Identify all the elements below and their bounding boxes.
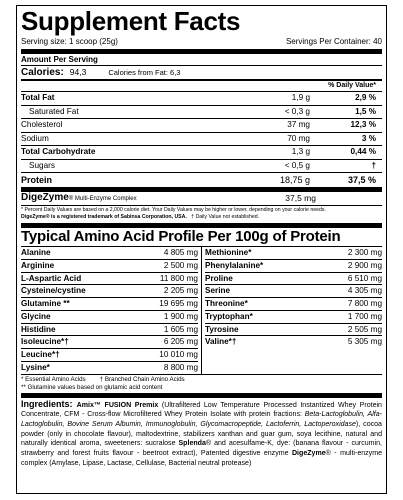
nutrient-name: Total Carbohydrate bbox=[21, 147, 96, 156]
amino-acid-name: Tryptophan* bbox=[205, 311, 253, 321]
footnote-trademark bbox=[21, 214, 382, 221]
footnotes bbox=[21, 206, 382, 223]
amino-acid-name: Methionine* bbox=[205, 248, 252, 257]
amino-acid-name: Threonine* bbox=[205, 299, 248, 308]
note-glutamine: ** Glutamine values based on glutamic acid content bbox=[21, 383, 163, 391]
digezyme-brand: DigeZyme bbox=[291, 450, 326, 458]
amino-acid-name: Histidine bbox=[21, 324, 56, 334]
panel-title: Supplement Facts bbox=[21, 6, 241, 36]
supplement-facts-panel bbox=[16, 5, 387, 494]
amino-acid-name: Proline bbox=[205, 273, 233, 283]
amino-acid-value: 1 700 mg bbox=[347, 311, 382, 321]
digezyme-reg: ® bbox=[68, 196, 74, 202]
digezyme-row bbox=[21, 192, 382, 205]
ingredients-part: ® and acesulfame-K, dye: (banana flavour - curcumin, strawberry and forest fruits flavour - beetroot extract), Patented digestive enzyme bbox=[21, 440, 382, 458]
nutrient-amount: 1,3 g bbox=[291, 147, 310, 156]
nutrient-dv: 1,5 % bbox=[355, 106, 376, 116]
calories-row bbox=[21, 66, 382, 79]
amino-acid-value: 2 500 mg bbox=[163, 260, 198, 270]
amino-acid-table bbox=[21, 246, 382, 374]
amino-acid-name: Alanine bbox=[21, 248, 51, 257]
ingredients-brand: Amix™ FUSION Premix bbox=[76, 401, 159, 409]
nutrient-dv: 37,5 % bbox=[347, 175, 376, 185]
note-bcaa: † Branched Chain Amino Acids bbox=[99, 375, 185, 383]
nutrient-dv: 3 % bbox=[361, 133, 376, 143]
splenda-brand: Splenda bbox=[178, 440, 206, 448]
amino-acid-row bbox=[21, 247, 198, 260]
ingredients-part: (Ultrafiltered Low Temperature Processed Instantized Whey Protein Concentrate, CFM - Cross-flow Microfiltered Whey Protein Isolate with protein fractions: bbox=[21, 401, 382, 419]
amino-acid-value: 8 800 mg bbox=[163, 362, 198, 372]
amino-acid-name: Serine bbox=[205, 286, 231, 296]
protein-fractions: Beta-Lactoglobulin, Alfa-Lactoglobulin, Bovine Serum Albumin, Immunoglobulin, Glycomacropeptide, Lactoferrin, Lactoperoxidase bbox=[21, 411, 383, 428]
amino-acid-value: 2 205 mg bbox=[163, 286, 198, 296]
nutrient-name: Sugars bbox=[29, 160, 55, 170]
amino-acid-value: 4 305 mg bbox=[347, 286, 382, 296]
nutrient-row-total-carbohydrate bbox=[21, 145, 382, 159]
amino-acid-row bbox=[21, 324, 198, 337]
ingredients-label: Ingredients: bbox=[21, 398, 77, 409]
ingredients-part: ® - multi-enzyme complex (Amylase, Lipase, Lactase, Cellulase, Bacterial neutral protease) bbox=[21, 450, 382, 467]
amino-acid-name: Cysteine/cystine bbox=[21, 286, 86, 296]
amino-acid-row bbox=[21, 349, 198, 362]
amino-acid-value: 6 510 mg bbox=[347, 273, 382, 283]
amino-acid-name: Glutamine ** bbox=[21, 299, 70, 308]
servings-per-container: Servings Per Container: 40 bbox=[285, 37, 382, 46]
amino-acid-value: 19 695 mg bbox=[159, 299, 198, 308]
serving-info bbox=[21, 37, 382, 49]
amino-acid-column-right bbox=[202, 247, 382, 374]
nutrient-name: Cholesterol bbox=[21, 120, 63, 129]
amino-acid-name: Tyrosine bbox=[205, 324, 239, 334]
footnote-trademark-bold: DigeZyme® is a registered trademark of Sabinsa Corporation, USA. bbox=[21, 214, 187, 220]
daily-value-header: % Daily Value* bbox=[328, 82, 376, 89]
calories-from-fat: Calories from Fat: 6,3 bbox=[108, 68, 181, 77]
note-essential: * Essential Amino Acids bbox=[21, 375, 86, 383]
digezyme-label: DigeZyme bbox=[21, 192, 69, 203]
nutrient-dv: 2,9 % bbox=[355, 93, 376, 102]
nutrient-name: Total Fat bbox=[21, 93, 55, 102]
digezyme-desc: Multi-Enzyme Complex bbox=[73, 196, 137, 202]
amino-acid-value: 2 505 mg bbox=[347, 324, 382, 334]
nutrient-row-cholesterol bbox=[21, 118, 382, 132]
digezyme-name bbox=[21, 192, 246, 205]
amino-acid-value: 11 800 mg bbox=[159, 273, 198, 283]
amino-acid-row bbox=[21, 285, 198, 298]
nutrient-dv: 0,44 % bbox=[350, 147, 376, 156]
amino-acid-row bbox=[205, 336, 382, 348]
amino-acid-row bbox=[205, 260, 382, 273]
ingredients-part: ), cocoa powder (only in chocolate flavour), maltodextrine, stabilizers xanthan and guar gum, soya lecithine, natural and naturally identical aroma, sweeteners: sucralose bbox=[21, 420, 382, 448]
amino-acid-value: 1 900 mg bbox=[163, 311, 198, 321]
amino-acid-name: Lysine* bbox=[21, 362, 50, 372]
calories-label: Calories: bbox=[21, 67, 64, 78]
nutrient-amount: 37 mg bbox=[287, 120, 310, 129]
amino-acid-row bbox=[205, 311, 382, 324]
amino-acid-name: Valine*† bbox=[205, 337, 237, 347]
amino-acid-row bbox=[205, 285, 382, 298]
nutrient-row-sodium bbox=[21, 132, 382, 146]
amino-acid-value: 10 010 mg bbox=[159, 350, 198, 359]
nutrient-amount: 18,75 g bbox=[279, 175, 310, 185]
amino-acid-value: 2 300 mg bbox=[347, 248, 382, 257]
nutrient-amount: < 0,5 g bbox=[284, 160, 310, 170]
amino-acid-name: Glycine bbox=[21, 311, 51, 321]
amino-acid-title: Typical Amino Acid Profile Per 100g of Protein bbox=[21, 228, 341, 245]
amino-acid-row bbox=[205, 273, 382, 286]
amino-acid-value: 5 305 mg bbox=[347, 337, 382, 347]
amino-acid-name: Arginine bbox=[21, 260, 55, 270]
amino-acid-row bbox=[205, 247, 382, 260]
nutrient-dv: † bbox=[371, 160, 376, 170]
nutrient-amount: 1,9 g bbox=[291, 93, 310, 102]
footnote-dv-not-established: † Daily Value not established. bbox=[186, 214, 260, 220]
amino-acid-value: 7 800 mg bbox=[347, 299, 382, 308]
footnote-daily-values: * Percent Daily Values are based on a 2,000 calorie diet. Your Daily Values may be higher or lower, depending on your calorie needs. bbox=[21, 207, 326, 213]
amino-acid-value: 1 605 mg bbox=[163, 324, 198, 334]
amino-acid-name: L-Aspartic Acid bbox=[21, 273, 82, 283]
amino-acid-notes bbox=[21, 374, 382, 393]
amino-acid-column-left bbox=[21, 247, 202, 374]
amino-acid-row bbox=[21, 362, 198, 374]
amino-acid-name: Leucine*† bbox=[21, 350, 60, 359]
amino-acid-row bbox=[21, 298, 198, 311]
amino-acid-row bbox=[21, 311, 198, 324]
nutrient-row-total-fat bbox=[21, 91, 382, 105]
nutrient-name: Protein bbox=[21, 175, 53, 185]
amino-acid-row bbox=[205, 298, 382, 311]
calories-value: 94,3 bbox=[69, 67, 87, 77]
amino-acid-value: 4 805 mg bbox=[163, 248, 198, 257]
amino-acid-name: Phenylalanine* bbox=[205, 260, 264, 270]
ingredients-text bbox=[21, 398, 382, 469]
amino-acid-value: 6 205 mg bbox=[163, 337, 198, 347]
amino-acid-value: 2 900 mg bbox=[347, 260, 382, 270]
amino-acid-row bbox=[21, 336, 198, 349]
amino-acid-name: Isoleucine*† bbox=[21, 337, 69, 347]
nutrient-row-protein bbox=[21, 172, 382, 187]
nutrient-name: Saturated Fat bbox=[29, 106, 79, 116]
serving-size: Serving size: 1 scoop (25g) bbox=[21, 37, 118, 46]
nutrient-name: Sodium bbox=[21, 133, 49, 143]
nutrient-row-saturated-fat bbox=[21, 105, 382, 119]
nutrient-amount: < 0,3 g bbox=[284, 106, 310, 116]
amount-per-serving: Amount Per Serving bbox=[21, 55, 98, 64]
nutrient-row-sugars bbox=[21, 159, 382, 173]
amino-acid-row bbox=[205, 324, 382, 337]
amino-acid-row bbox=[21, 273, 198, 286]
digezyme-amount: 37,5 mg bbox=[285, 193, 316, 203]
nutrient-amount: 70 mg bbox=[287, 133, 310, 143]
amino-acid-row bbox=[21, 260, 198, 273]
nutrient-dv: 12,3 % bbox=[350, 120, 376, 129]
